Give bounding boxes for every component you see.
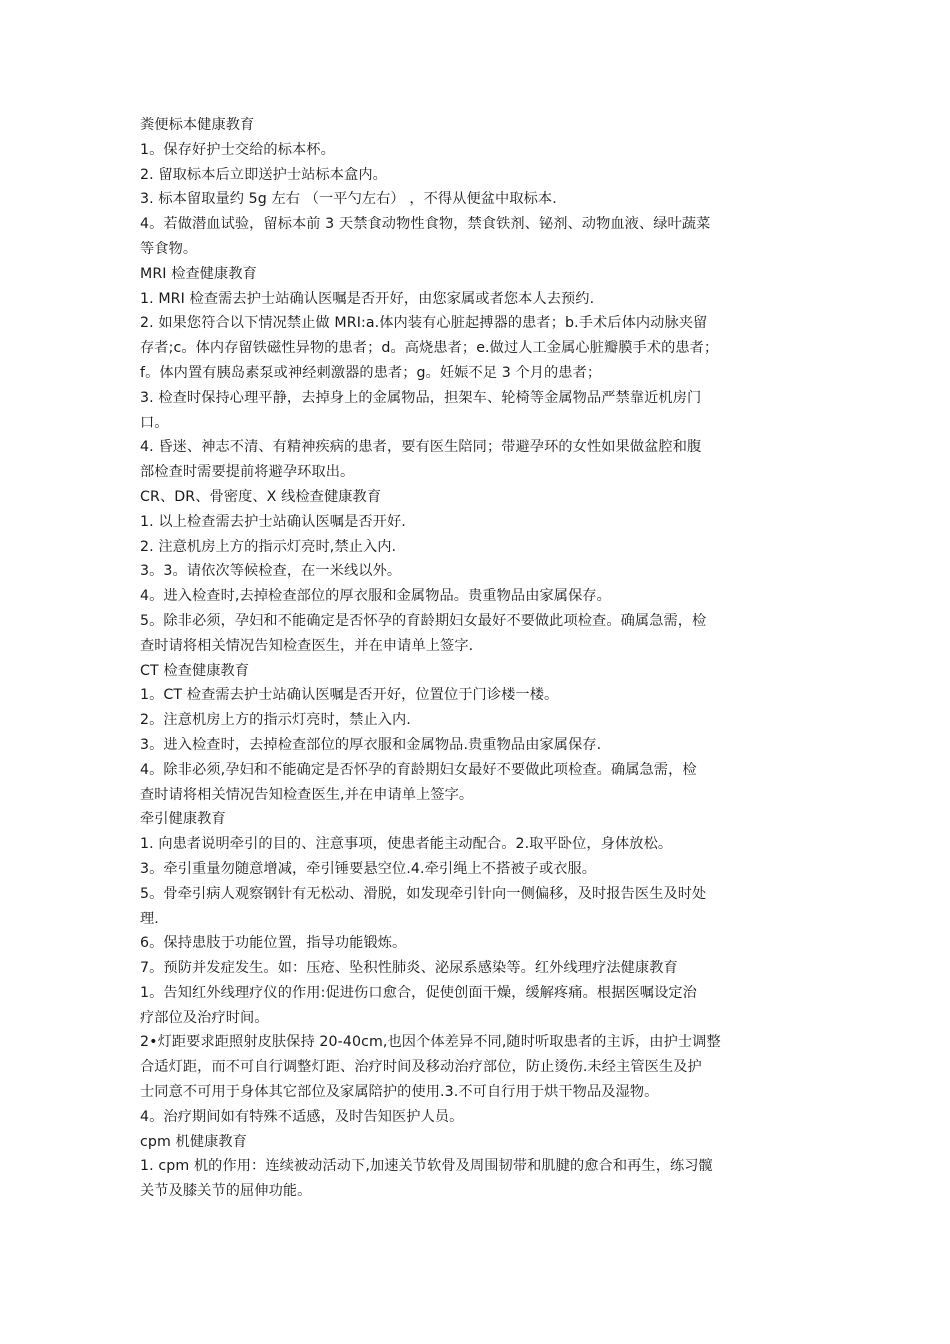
text-line: 口。 bbox=[140, 414, 169, 431]
text-line: 4。进入检查时,去掉检查部位的厚衣服和金属物品。贵重物品由家属保存。 bbox=[140, 588, 611, 605]
text-line: 1. cpm 机的作用：连续被动活动下,加速关节软骨及周围韧带和肌腱的愈合和再生，练习髋 bbox=[140, 1158, 713, 1175]
text-line: 3。进入检查时，去掉检查部位的厚衣服和金属物品.贵重物品由家属保存. bbox=[140, 736, 602, 753]
text-line: 合适灯距，而不可自行调整灯距、治疗时间及移动治疗部位，防止烫伤.未经主管医生及护 bbox=[140, 1059, 702, 1076]
text-line: 1. 以上检查需去护士站确认医嘱是否开好. bbox=[140, 513, 406, 530]
text-line: 3。牵引重量勿随意增减，牵引锤要悬空位.4.牵引绳上不搭被子或衣服。 bbox=[140, 860, 597, 877]
text-line: 2. 注意机房上方的指示灯亮时,禁止入内. bbox=[140, 538, 397, 555]
text-line: 4。除非必须,孕妇和不能确定是否怀孕的育龄期妇女最好不要做此项检查。确属急需，检 bbox=[140, 761, 697, 778]
text-line: 4. 昏迷、神志不清、有精神疾病的患者，要有医生陪同；带避孕环的女性如果做盆腔和腹 bbox=[140, 439, 702, 456]
text-line: 1。保存好护士交给的标本杯。 bbox=[140, 141, 335, 158]
text-line: 理. bbox=[140, 910, 159, 927]
text-line: 查时请将相关情况告知检查医生,并在申请单上签字。 bbox=[140, 786, 474, 803]
text-line: 2. 如果您符合以下情况禁止做 MRI:a.体内装有心脏起搏器的患者；b.手术后体内动脉夹留 bbox=[140, 315, 708, 332]
section-heading: CR、DR、骨密度、X 线检查健康教育 bbox=[140, 488, 382, 505]
text-line: 3。3。请依次等候检查，在一米线以外。 bbox=[140, 563, 402, 580]
text-line: 4。若做潜血试验，留标本前 3 天禁食动物性食物，禁食铁剂、铋剂、动物血液、绿叶蔬菜 bbox=[140, 216, 711, 233]
text-line: 6。保持患肢于功能位置，指导功能锻炼。 bbox=[140, 935, 407, 952]
text-line: 2。注意机房上方的指示灯亮时，禁止入内. bbox=[140, 712, 411, 729]
text-line: 5。骨牵引病人观察钢针有无松动、滑脱，如发现牵引针向一侧偏移，及时报告医生及时处 bbox=[140, 885, 707, 902]
text-line: 7。预防并发症发生。如：压疮、坠积性肺炎、泌尿系感染等。红外线理疗法健康教育 bbox=[140, 960, 678, 977]
section-heading: CT 检查健康教育 bbox=[140, 662, 250, 679]
section-heading: cpm 机健康教育 bbox=[140, 1133, 247, 1150]
text-line: f。体内置有胰岛素泵或神经刺激器的患者；g。妊娠不足 3 个月的患者； bbox=[140, 364, 602, 381]
text-line: 1. MRI 检查需去护士站确认医嘱是否开好，由您家属或者您本人去预约. bbox=[140, 290, 595, 307]
document-body bbox=[140, 113, 820, 1204]
text-line: 查时请将相关情况告知检查医生，并在申请单上签字. bbox=[140, 637, 474, 654]
text-line: 关节及膝关节的屈伸功能。 bbox=[140, 1183, 312, 1200]
text-line: 5。除非必须，孕妇和不能确定是否怀孕的育龄期妇女最好不要做此项检查。确属急需，检 bbox=[140, 612, 707, 629]
text-line: 存者;c。体内存留铁磁性异物的患者；d。高烧患者；e.做过人工金属心脏瓣膜手术的患者； bbox=[140, 340, 719, 357]
text-line: 1。CT 检查需去护士站确认医嘱是否开好，位置位于门诊楼一楼。 bbox=[140, 687, 559, 704]
text-line: 4。治疗期间如有特殊不适感，及时告知医护人员。 bbox=[140, 1108, 464, 1125]
section-heading: 牵引健康教育 bbox=[140, 811, 226, 828]
text-line: 1。告知红外线理疗仪的作用:促进伤口愈合，促使创面干燥，缓解疼痛。根据医嘱设定治 bbox=[140, 984, 697, 1001]
section-heading: MRI 检查健康教育 bbox=[140, 265, 257, 282]
text-line: 3. 检查时保持心理平静，去掉身上的金属物品，担架车、轮椅等金属物品严禁靠近机房门 bbox=[140, 389, 702, 406]
text-line: 疗部位及治疗时间。 bbox=[140, 1009, 269, 1026]
text-line: 等食物。 bbox=[140, 240, 198, 257]
text-line: 2. 留取标本后立即送护士站标本盒内。 bbox=[140, 166, 387, 183]
text-line: 3. 标本留取量约 5g 左右 （一平勺左右） ，不得从便盆中取标本. bbox=[140, 191, 557, 208]
text-line: 2•灯距要求距照射皮肤保持 20-40cm,也因个体差异不同,随时听取患者的主诉，由护士调整 bbox=[140, 1034, 721, 1051]
text-line: 士同意不可用于身体其它部位及家属陪护的使用.3.不可自行用于烘干物品及湿物。 bbox=[140, 1084, 659, 1101]
section-heading: 粪便标本健康教育 bbox=[140, 117, 255, 133]
text-line: 部检查时需要提前将避孕环取出。 bbox=[140, 464, 355, 481]
text-line: 1. 向患者说明牵引的目的、注意事项，使患者能主动配合。2.取平卧位，身体放松。 bbox=[140, 836, 673, 853]
